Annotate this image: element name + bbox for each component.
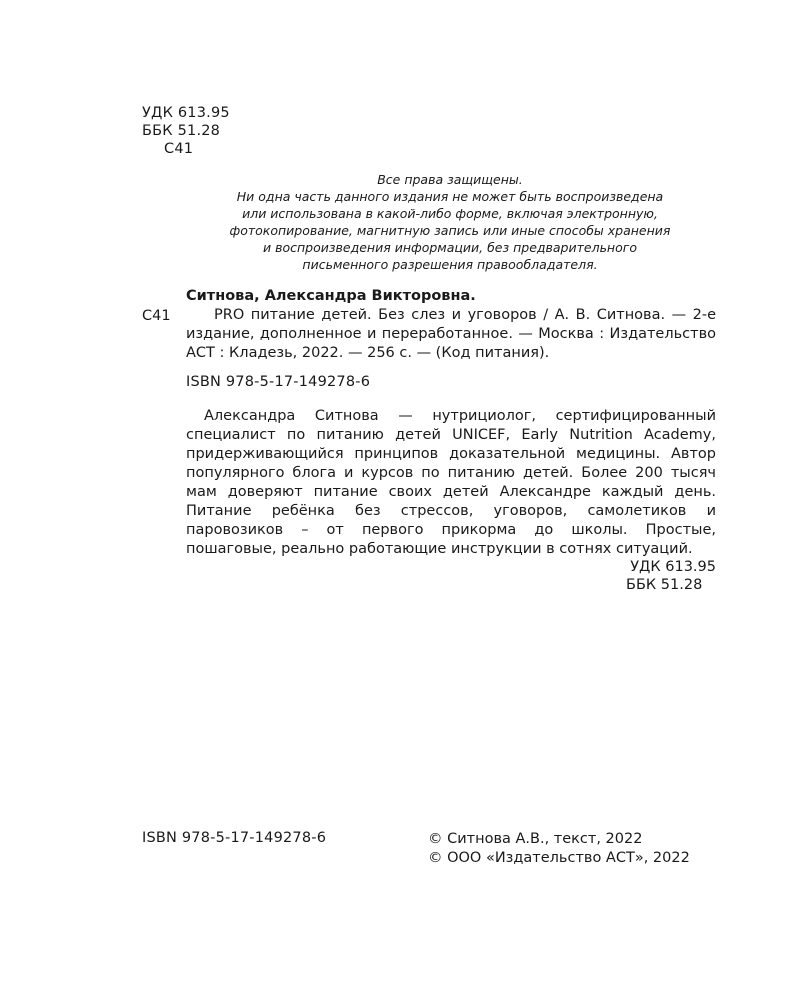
isbn-top: ISBN 978-5-17-149278-6 — [186, 374, 371, 390]
udk-code-right: УДК 613.95 — [630, 559, 716, 575]
rights-line: и воспроизведения информации, без предварительного — [263, 240, 637, 255]
bibliographic-record — [186, 287, 716, 363]
author-mark: С41 — [164, 141, 194, 157]
copyright-line: © Ситнова А.В., текст, 2022 — [428, 831, 643, 847]
rights-line: Ни одна часть данного издания не может быть воспроизведена — [236, 189, 664, 204]
side-author-mark: С41 — [142, 308, 171, 324]
copyright-block — [428, 830, 690, 868]
classification-codes — [142, 104, 230, 158]
author-name: Ситнова, Александра Викторовна. — [186, 288, 476, 304]
copyright-line: © ООО «Издательство АСТ», 2022 — [428, 850, 690, 866]
bbk-code: ББК 51.28 — [142, 123, 221, 139]
bbk-code-right: ББК 51.28 — [626, 577, 703, 593]
rights-line: письменного разрешения правообладателя. — [302, 257, 598, 272]
rights-line: фотокопирование, магнитную запись или иные способы хранения — [229, 223, 671, 238]
classification-codes-right — [600, 558, 716, 594]
rights-notice — [190, 171, 710, 273]
annotation: Александра Ситнова — нутрициолог, сертифицированный специалист по питанию детей UNICEF, Early Nutrition Academy, придерживающийся принципов доказательной медицины. Автор популярного блога и курсов по питанию детей. Более 200 тысяч мам доверяют питание своих детей Александре каждый день. Питание ребёнка без стрессов, уговоров, самолетиков и паровозиков – от первого прикорма до школы. Простые, пошаговые, реально работающие инструкции в сотнях ситуаций. — [186, 408, 716, 557]
udk-code: УДК 613.95 — [142, 105, 230, 121]
isbn-bottom: ISBN 978-5-17-149278-6 — [142, 830, 327, 846]
rights-line: или использована в какой-либо форме, включая электронную, — [242, 206, 658, 221]
rights-line: Все права защищены. — [377, 172, 523, 187]
bibliographic-description: PRO питание детей. Без слез и уговоров / А. В. Ситнова. — 2-е издание, дополненное и переработанное. — Москва : Издательство АСТ : Кладезь, 2022. — 256 с. — (Код питания). — [186, 307, 716, 361]
